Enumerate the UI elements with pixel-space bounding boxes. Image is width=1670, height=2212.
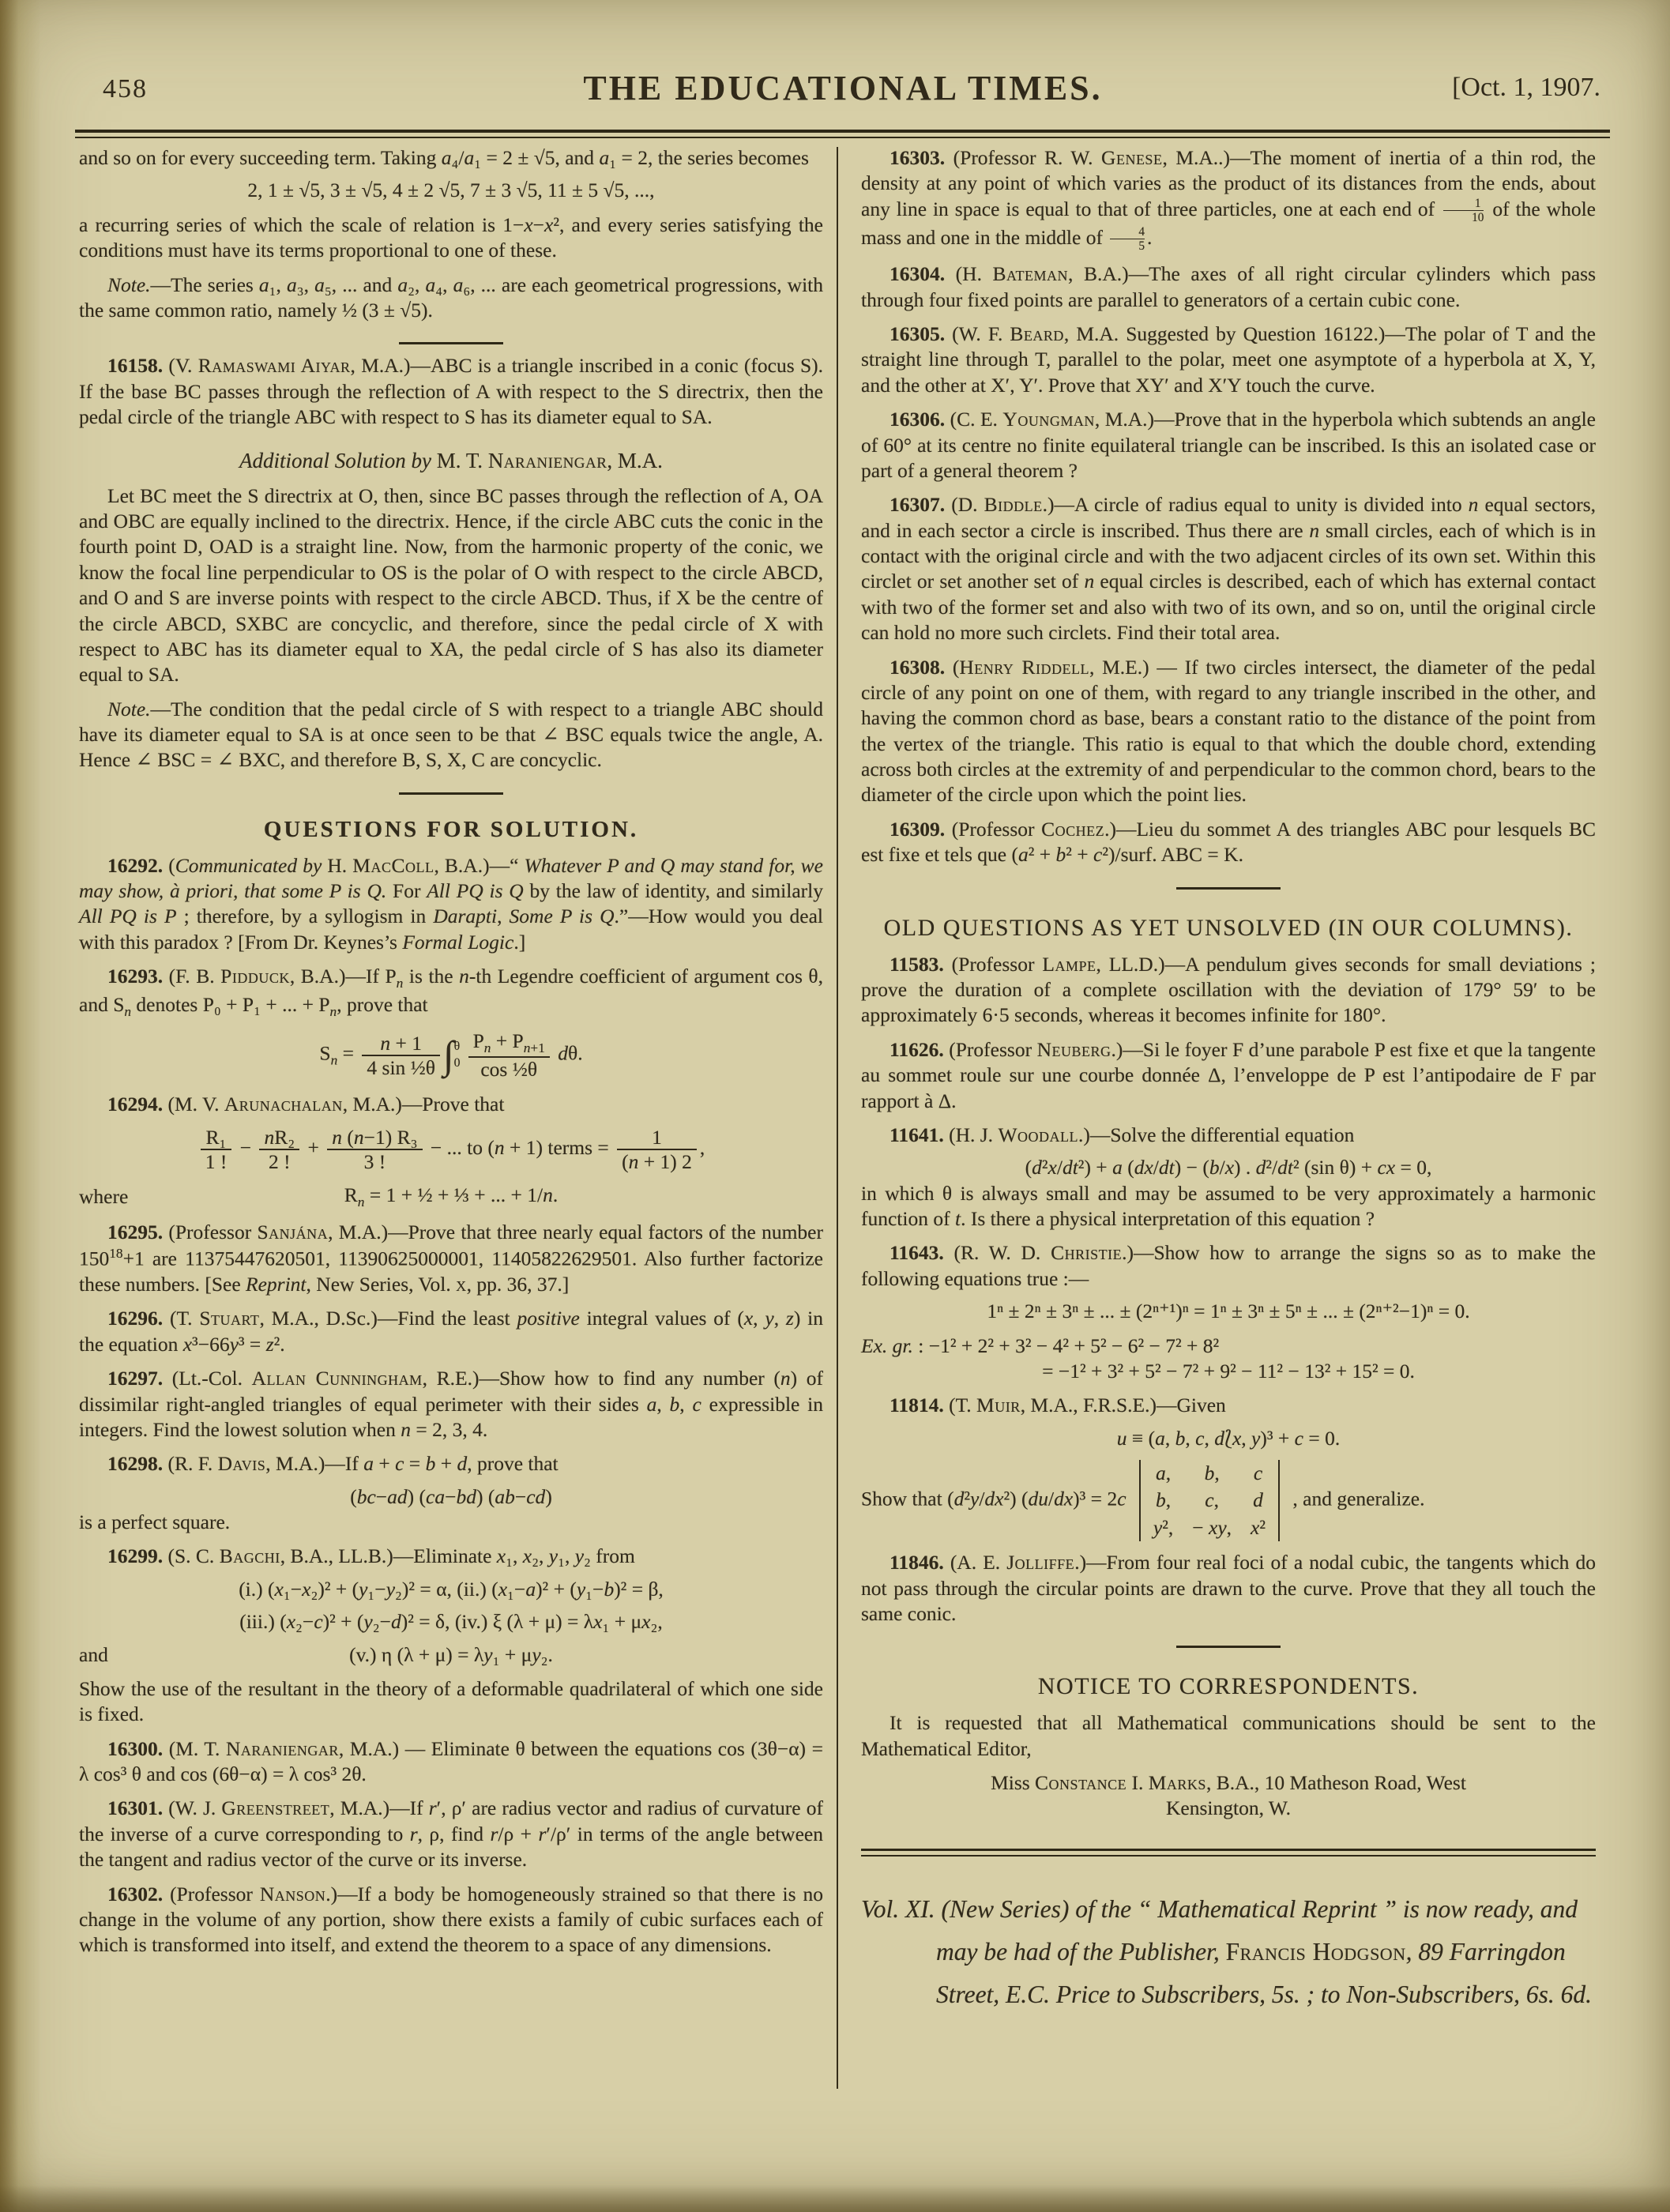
question-16293: 16293. (F. B. Pidduck, B.A.)—If $P_n$ is the n-th Legendre coefficient of argument cos θ, and $S_n$ denotes P₀ + P₁ + ... + $P_n$, prove that	[79, 965, 824, 1020]
left-column	[79, 145, 823, 1958]
question-11626: 11626. (Professor Neuberg.)—Si le foyer F d’une parabole P est fixe et que la tangente au sommet roule sur une courbe donnée Δ, l’enveloppe de P est l’antipodaire de F par rapport à Δ.	[861, 1037, 1596, 1112]
formula-body: (v.) η (λ + μ) = λy₁ + μy₂.	[349, 1642, 553, 1666]
question-16305: 16305. (W. F. Beard, M.A. Suggested by Question 16122.)—The polar of T and the straight line through T, parallel to the polar, meet one asymptote of a hyperbola at X, Y, and the other at X′, Y′. Prove that XY′ and X′Y touch the curve.	[861, 322, 1596, 397]
formula-11643: 1ⁿ ± 2ⁿ ± 3ⁿ ± ... ± (2ⁿ⁺¹)ⁿ = 1ⁿ ± 3ⁿ ± 5ⁿ ± ... ± (2ⁿ⁺²−1)ⁿ = 0.	[987, 1300, 1470, 1323]
question-16308: 16308. (Henry Riddell, M.E.) — If two circles intersect, the diameter of the pedal circle of any point on one of them, with regard to any triangle inscribed in the other, and having the common chord as base, bears a constant ratio to the distance of the point from the vertex of the triangle. This ratio is equal to that which the double chord, extending across both circles at the extremity of and perpendicular to the common chord, bears to the diameter of the circle upon which the point lies.	[861, 655, 1596, 807]
solution-para: Let BC meet the S directrix at O, then, since BC passes through the reflection of A, OA and OBC are equally inclined to the directrix. Hence, if the circle ABC cuts the conic in the fourth point D, OAD is a straight line. Now, from the harmonic property of the conic, we know the focal line perpendicular to OS is the polar of O with respect to the circle ABCD, and O and S are inverse points with respect to the circle ABCD. Thus, if X be the centre of the circle ABCD, SXBC are concyclic, and therefore, since the pedal circle of X with respect to ABC has its diameter equal to XA, the pedal circle of S has also its diameter equal to SA.	[79, 483, 823, 687]
notice-request-para: It is requested that all Mathematical communications should be sent to the Mathematical Editor,	[861, 1711, 1596, 1760]
questions-for-solution-heading: QUESTIONS FOR SOLUTION.	[263, 816, 639, 842]
question-16299: 16299. (S. C. Bagchi, B.A., LL.B.)—Eliminate x₁, x₂, y₁, y₂ from	[107, 1544, 635, 1568]
separator-rule	[1176, 887, 1281, 890]
para-11643-example: Ex. gr. : −1² + 2² + 3² − 4² + 5² − 6² − 7² + 8²	[861, 1334, 1220, 1357]
question-16301: 16301. (W. J. Greenstreet, M.A.)—If r′, ρ′ are radius vector and radius of curvature of the inverse of a curve corresponding to r, ρ, find r/ρ + r′/ρ′ in terms of the angle between the tangent and radius vector of the curve or its inverse.	[79, 1796, 823, 1872]
page-number: 458	[103, 74, 148, 103]
formula-16299-iii-iv: (iii.) (x₂−c)² + (y₂−d)² = δ, (iv.) ξ (λ + μ) = λx₁ + μx₂,	[239, 1610, 663, 1634]
formula-label: and	[79, 1642, 108, 1666]
formula-16293: $S_n$ = $\frac{n + 1}{\text{4 sin ½θ}}$ ∫θ 0 $\frac{P_n + P_{n+1}}{\text{cos ½θ}}$ dθ.	[319, 1029, 583, 1082]
para-16298-end: is a perfect square.	[79, 1510, 231, 1534]
note-para: Note.—The series a₁, a₃, a₅, ... and a₂, a₄, a₆, ... are each geometrical progressions, with the same common ratio, namely ½ (3 ± √5).	[79, 273, 824, 322]
para-recurring-series: a recurring series of which the scale of relation is 1−x−x², and every series satisfying the conditions must have its terms proportional to one of these.	[79, 213, 823, 262]
formula-16299-i-ii: (i.) (x₁−x₂)² + (y₁−y₂)² = α, (ii.) (x₁−a)² + (y₁−b)² = β,	[239, 1577, 664, 1601]
para-16299-end: Show the use of the resultant in the theory of a deformable quadrilateral of which one side is fixed.	[79, 1676, 823, 1726]
page-header	[79, 68, 1607, 123]
header-double-rule	[75, 130, 1610, 138]
editor-address: Miss Constance I. Marks, B.A., 10 Matheson Road, West Kensington, W.	[991, 1771, 1466, 1820]
question-16302: 16302. (Professor Nanson.)—If a body be homogeneously strained so that there is no change in the volume of any portion, show there exists a family of cubic surfaces each of which is transformed into itself, and extend the theorem to a space of any dimensions.	[79, 1882, 823, 1957]
para-11641-end: in which θ is always small and may be assumed to be very approximately a harmonic function of t. Is there a physical interpretation of this equation ?	[861, 1181, 1596, 1230]
question-16292: 16292. (Communicated by H. MacColl, B.A.)—“ Whatever P and Q may stand for, we may show, à priori, that some P is Q. For All PQ is Q by the law of identity, and similarly All PQ is P ; therefore, by a syllogism in Darapti, Some P is Q.”—How would you deal with this paradox ? [From Dr. Keynes’s Formal Logic.]	[79, 853, 823, 954]
para-11814-matrix: Show that (d²y/dx²) (du/dx)³ = 2c a, b, c b, c, d y², − xy, x² , and generalize.	[861, 1460, 1596, 1541]
question-11643: 11643. (R. W. D. Christie.)—Show how to arrange the signs so as to make the following equations true :—	[861, 1241, 1596, 1290]
formula-16299-v	[79, 1642, 823, 1668]
question-11641: 11641. (H. J. Woodall.)—Solve the differential equation	[890, 1123, 1355, 1146]
question-16307: 16307. (D. Biddle.)—A circle of radius equal to unity is divided into n equal sectors, and in each sector a circle is inscribed. Thus there are n small circles, each of which is in contact with the original circle and with the two adjacent circles of its own set. Within this circlet or set another set of n equal circles is described, each of which has external contact with two of the former set and also with two of its own, and so on, until the original circle can hold no more such circlets. Find their total area.	[861, 493, 1596, 645]
formula-16294: $\frac{\text{R₁}}{1 !}$ − $\frac{\text{nR₂}}{2 !}$ + $\frac{\text{n (n−1) R₃}}{3 !}$ − ... to (n + 1) terms = $\frac{1}{(n + 1) 2}$ ,	[79, 1124, 823, 1176]
separator-rule	[399, 792, 503, 795]
column-divider	[837, 147, 838, 2089]
question-16297: 16297. (Lt.-Col. Allan Cunningham, R.E.)—Show how to find any number (n) of dissimilar right-angled triangles of equal perimeter with their sides a, b, c expressible in integers. Find the lowest solution when n = 2, 3, 4.	[79, 1367, 824, 1441]
note-para: Note.—The condition that the pedal circle of S with respect to a triangle ABC should have its diameter equal to SA is at once seen to be that ∠ BSC equals twice the angle, A. Hence ∠ BSC = ∠ BXC, and therefore B, S, X, C are concyclic.	[79, 697, 823, 772]
journal-title: THE EDUCATIONAL TIMES.	[583, 69, 1103, 107]
formula-11641: (d²x/dt²) + a (dx/dt) − (b/x) . d²/dt² (sin θ) + cx = 0,	[1025, 1156, 1432, 1179]
question-16309: 16309. (Professor Cochez.)—Lieu du sommet A des triangles ABC pour lesquels BC est fixe et tels que (a² + b² + c²)/surf. ABC = K.	[861, 817, 1596, 867]
question-16300: 16300. (M. T. Naraniengar, M.A.) — Eliminate θ between the equations cos (3θ−α) = λ cos³ θ and cos (6θ−α) = λ cos³ 2θ.	[79, 1736, 823, 1786]
notice-to-correspondents-heading: NOTICE TO CORRESPONDENTS.	[1037, 1673, 1420, 1700]
question-16298: 16298. (R. F. Davis, M.A.)—If a + c = b + d, prove that	[107, 1452, 559, 1476]
question-16296: 16296. (T. Stuart, M.A., D.Sc.)—Find the least positive integral values of (x, y, z) in the equation x³−66y³ = z².	[79, 1307, 823, 1356]
additional-solution-heading: Additional Solution by M. T. Naraniengar, M.A.	[239, 449, 663, 473]
question-11814: 11814. (T. Muir, M.A., F.R.S.E.)—Given	[890, 1394, 1226, 1417]
binding-shadow	[0, 0, 41, 2212]
question-11846: 11846. (A. E. Jolliffe.)—From four real foci of a nodal cubic, the tangents which do not pass through the circular points are drawn to the curve. Prove that they all touch the same conic.	[861, 1551, 1596, 1625]
formula-11643-example2: = −1² + 3² + 5² − 7² + 9² − 11² − 13² + 15² = 0.	[1042, 1359, 1415, 1382]
question-16303: 16303. (Professor R. W. Genese, M.A..)—The moment of inertia of a thin rod, the density at any point of which varies as the product of its distances from the ends, about any line in space is equal to that of three particles, one at each end of $\frac{1}{10}$ of the whole mass and one in the middle of $\frac{4}{5}$ .	[861, 146, 1597, 254]
series-formula: 2, 1 ± √5, 3 ± √5, 4 ± 2 √5, 7 ± 3 √5, 11 ± 5 √5, ...,	[247, 179, 655, 202]
question-16306: 16306. (C. E. Youngman, M.A.)—Prove that in the hyperbola which subtends an angle of 60° at its centre no finite equilateral triangle can be inscribed. Is this an isolated case or part of a general theorem ?	[861, 408, 1596, 482]
formula-16294-where	[79, 1183, 823, 1211]
formula-11814: u ≡ (a, b, c, d⟅x, y)³ + c = 0.	[1116, 1426, 1341, 1450]
formula-body: $R_n = 1$ + ½ + ⅓ + ... + 1/n.	[344, 1183, 559, 1209]
formula-label: where	[79, 1184, 129, 1208]
issue-date: [Oct. 1, 1907.	[1452, 73, 1600, 102]
separator-rule	[1176, 1646, 1281, 1648]
question-16158: 16158. (V. Ramaswami Aiyar, M.A.)—ABC is a triangle inscribed in a conic (focus S). If the base BC passes through the reflection of A with respect to the S directrix, then the pedal circle of the triangle ABC with respect to S has its diameter equal to SA.	[79, 354, 823, 428]
question-16294: 16294. (M. V. Arunachalan, M.A.)—Prove that	[107, 1092, 505, 1115]
old-questions-heading: OLD QUESTIONS AS YET UNSOLVED (IN OUR COLUMNS).	[883, 914, 1574, 941]
page-bottom-shadow	[0, 2185, 1670, 2212]
reprint-notice: Vol. XI. (New Series) of the “ Mathematical Reprint ” is now ready, and may be had of the Publisher, Francis Hodgson, 89 Farringdon Street, E.C. Price to Subscribers, 5s. ; to Non-Subscribers, 6s. 6d.	[861, 1894, 1593, 2009]
question-11583: 11583. (Professor Lampe, LL.D.)—A pendulum gives seconds for small deviations ; prove the duration of a complete oscillation with the deviation of 179° 59′ to be approximately 6·5 seconds, whereas it becomes infinite for 180°.	[861, 952, 1596, 1027]
double-rule	[861, 1849, 1596, 1856]
right-column	[861, 145, 1596, 2016]
question-16304: 16304. (H. Bateman, B.A.)—The axes of all right circular cylinders which pass through four fixed points are parallel to generators of a certain cubic cone.	[861, 262, 1596, 311]
question-16295: 16295. (Professor Sanjána, M.A.)—Prove that three nearly equal factors of the number $150^{18}+1$ are 11375447620501, 11390625000001, 11405822629501. Also further factorize these numbers. [See Reprint, New Series, Vol. x, pp. 36, 37.]	[79, 1220, 823, 1296]
para-continuation: and so on for every succeeding term. Taking a₄/a₁ = 2 ± √5, and a₁ = 2, the series becomes	[79, 146, 809, 169]
formula-16298: (bc−ad) (ca−bd) (ab−cd)	[350, 1484, 552, 1508]
separator-rule	[399, 342, 503, 344]
